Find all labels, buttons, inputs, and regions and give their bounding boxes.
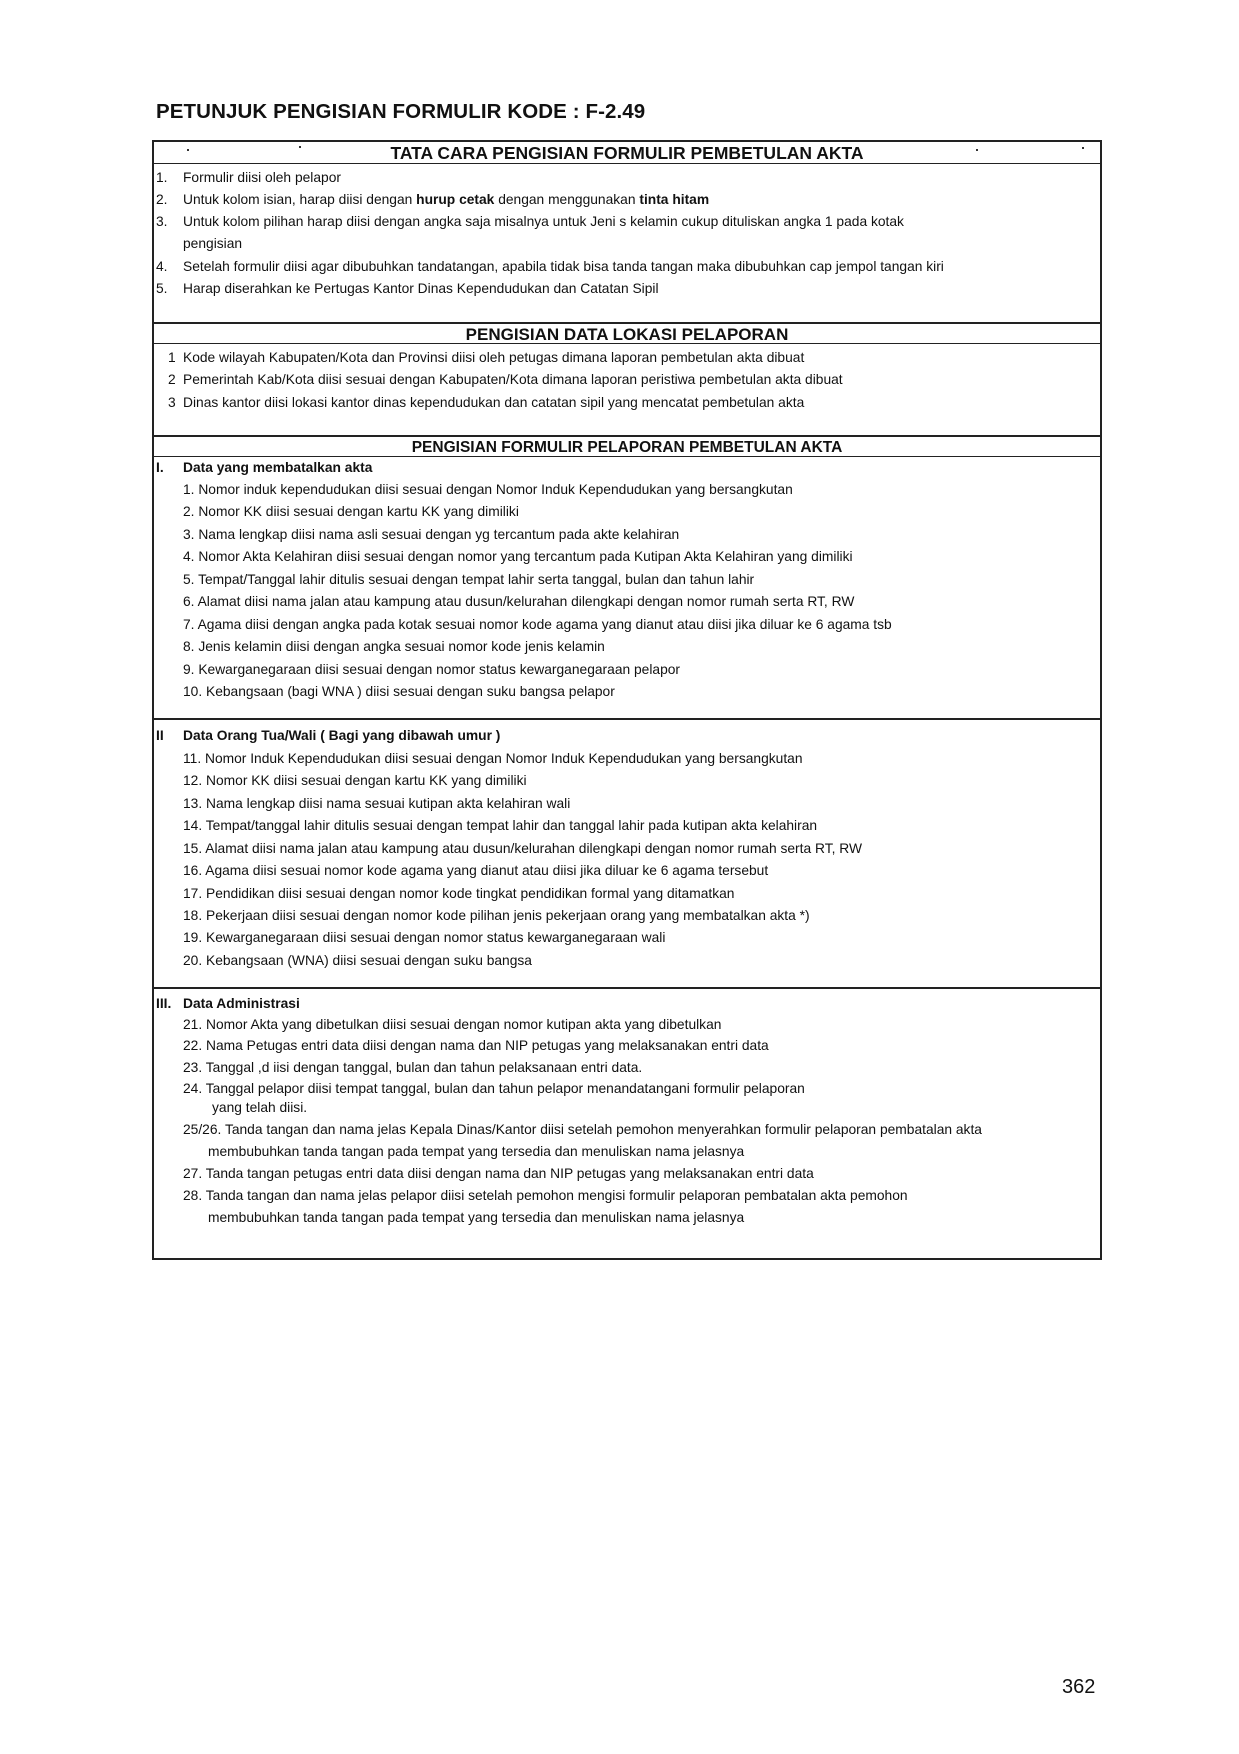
- list-item-continuation: membubuhkan tanda tangan pada tempat yang tersedia dan menuliskan nama jelasnya: [208, 1210, 745, 1225]
- list-item: 7. Agama diisi dengan angka pada kotak sesuai nomor kode agama yang dianut atau diisi jika diluar ke 6 agama tsb: [183, 617, 892, 632]
- item-number: 3.: [156, 214, 168, 229]
- list-item: 28. Tanda tangan dan nama jelas pelapor diisi setelah pemohon mengisi formulir pelaporan pembatalan akta pemohon: [183, 1188, 908, 1203]
- item-number: 2.: [156, 192, 168, 207]
- list-item: 13. Nama lengkap diisi nama sesuai kutipan akta kelahiran wali: [183, 796, 571, 811]
- list-item: 22. Nama Petugas entri data diisi dengan nama dan NIP petugas yang melaksanakan entri data: [183, 1038, 769, 1053]
- part-roman: III.: [156, 996, 172, 1011]
- list-item: Setelah formulir diisi agar dibubuhkan tandatangan, apabila tidak bisa tanda tangan maka dibubuhkan cap jempol tangan kiri: [183, 259, 944, 274]
- list-item: Dinas kantor diisi lokasi kantor dinas kependudukan dan catatan sipil yang mencatat pembetulan akta: [183, 395, 805, 410]
- list-item: 10. Kebangsaan (bagi WNA ) diisi sesuai dengan suku bangsa pelapor: [183, 684, 615, 699]
- section-heading: TATA CARA PENGISIAN FORMULIR PEMBETULAN AKTA: [154, 142, 1100, 164]
- list-item: 21. Nomor Akta yang dibetulkan diisi sesuai dengan nomor kutipan akta yang dibetulkan: [183, 1017, 722, 1032]
- list-item: 27. Tanda tangan petugas entri data diisi dengan nama dan NIP petugas yang melaksanakan entri data: [183, 1166, 814, 1181]
- list-item-continuation: yang telah diisi.: [212, 1100, 308, 1115]
- list-item: Untuk kolom isian, harap diisi dengan hurup cetak dengan menggunakan tinta hitam: [183, 192, 710, 207]
- list-item-continuation: pengisian: [183, 236, 243, 251]
- list-item: 18. Pekerjaan diisi sesuai dengan nomor kode pilihan jenis pekerjaan orang yang membatalkan akta *): [183, 908, 810, 923]
- list-item: 3. Nama lengkap diisi nama asli sesuai dengan yg tercantum pada akte kelahiran: [183, 527, 680, 542]
- list-item: 20. Kebangsaan (WNA) diisi sesuai dengan suku bangsa: [183, 953, 532, 968]
- list-item: 25/26. Tanda tangan dan nama jelas Kepala Dinas/Kantor diisi setelah pemohon menyerahkan formulir pelaporan pembatalan akta: [183, 1122, 982, 1137]
- list-item: Kode wilayah Kabupaten/Kota dan Provinsi diisi oleh petugas dimana laporan pembetulan akta dibuat: [183, 350, 805, 365]
- item-number: 4.: [156, 259, 168, 274]
- list-item: 24. Tanggal pelapor diisi tempat tanggal, bulan dan tahun pelapor menandatangani formulir pelaporan: [183, 1081, 805, 1096]
- divider: [154, 987, 1100, 989]
- list-item: 5. Tempat/Tanggal lahir ditulis sesuai dengan tempat lahir serta tanggal, bulan dan tahun lahir: [183, 572, 755, 587]
- list-item: 19. Kewarganegaraan diisi sesuai dengan nomor status kewarganegaraan wali: [183, 930, 666, 945]
- item-number: 1.: [156, 170, 168, 185]
- section-pelaporan-pembetulan: [154, 435, 1100, 1225]
- item-number: 5.: [156, 281, 168, 296]
- list-item: 23. Tanggal ,d iisi dengan tanggal, bulan dan tahun pelaksanaan entri data.: [183, 1060, 643, 1075]
- divider: [154, 718, 1100, 720]
- section-heading: PENGISIAN DATA LOKASI PELAPORAN: [154, 322, 1100, 344]
- list-item: 6. Alamat diisi nama jalan atau kampung atau dusun/kelurahan dilengkapi dengan nomor rumah serta RT, RW: [183, 594, 855, 609]
- list-item: Harap diserahkan ke Pertugas Kantor Dinas Kependudukan dan Catatan Sipil: [183, 281, 659, 296]
- part-title: Data Administrasi: [183, 996, 300, 1011]
- page-number: 362: [1062, 1676, 1096, 1698]
- list-item: Pemerintah Kab/Kota diisi sesuai dengan Kabupaten/Kota dimana laporan peristiwa pembetulan akta dibuat: [183, 372, 843, 387]
- section-tata-cara: [154, 142, 1100, 296]
- list-item: Formulir diisi oleh pelapor: [183, 170, 341, 185]
- list-item: 4. Nomor Akta Kelahiran diisi sesuai dengan nomor yang tercantum pada Kutipan Akta Kelahiran yang dimiliki: [183, 549, 853, 564]
- list-item: Untuk kolom pilihan harap diisi dengan angka saja misalnya untuk Jeni s kelamin cukup dituliskan angka 1 pada kotak: [183, 214, 904, 229]
- section-lokasi-pelaporan: [154, 322, 1100, 410]
- item-number: 2: [168, 372, 176, 387]
- list-item: 12. Nomor KK diisi sesuai dengan kartu KK yang dimiliki: [183, 773, 527, 788]
- list-item: 14. Tempat/tanggal lahir ditulis sesuai dengan tempat lahir dan tanggal lahir pada kutipan akta kelahiran: [183, 818, 818, 833]
- document-title: PETUNJUK PENGISIAN FORMULIR KODE : F-2.49: [156, 100, 646, 123]
- item-number: 3: [168, 395, 176, 410]
- part-roman: I.: [156, 460, 164, 475]
- list-item: 15. Alamat diisi nama jalan atau kampung atau dusun/kelurahan dilengkapi dengan nomor rumah serta RT, RW: [183, 841, 863, 856]
- list-item: 8. Jenis kelamin diisi dengan angka sesuai nomor kode jenis kelamin: [183, 639, 605, 654]
- item-number: 1: [168, 350, 176, 365]
- part-title: Data Orang Tua/Wali ( Bagi yang dibawah umur ): [183, 728, 501, 743]
- part-roman: II: [156, 728, 164, 743]
- instructions-box: [152, 140, 1102, 1260]
- list-item: 2. Nomor KK diisi sesuai dengan kartu KK yang dimiliki: [183, 504, 519, 519]
- list-item-continuation: membubuhkan tanda tangan pada tempat yang tersedia dan menuliskan nama jelasnya: [208, 1144, 745, 1159]
- list-item: 11. Nomor Induk Kependudukan diisi sesuai dengan Nomor Induk Kependudukan yang bersangkutan: [183, 751, 803, 766]
- list-item: 16. Agama diisi sesuai nomor kode agama yang dianut atau diisi jika diluar ke 6 agama tersebut: [183, 863, 769, 878]
- part-title: Data yang membatalkan akta: [183, 460, 373, 475]
- list-item: 1. Nomor induk kependudukan diisi sesuai dengan Nomor Induk Kependudukan yang bersangkutan: [183, 482, 793, 497]
- section-heading: PENGISIAN FORMULIR PELAPORAN PEMBETULAN AKTA: [154, 435, 1100, 457]
- list-item: 9. Kewarganegaraan diisi sesuai dengan nomor status kewarganegaraan pelapor: [183, 662, 681, 677]
- list-item: 17. Pendidikan diisi sesuai dengan nomor kode tingkat pendidikan formal yang ditamatkan: [183, 886, 735, 901]
